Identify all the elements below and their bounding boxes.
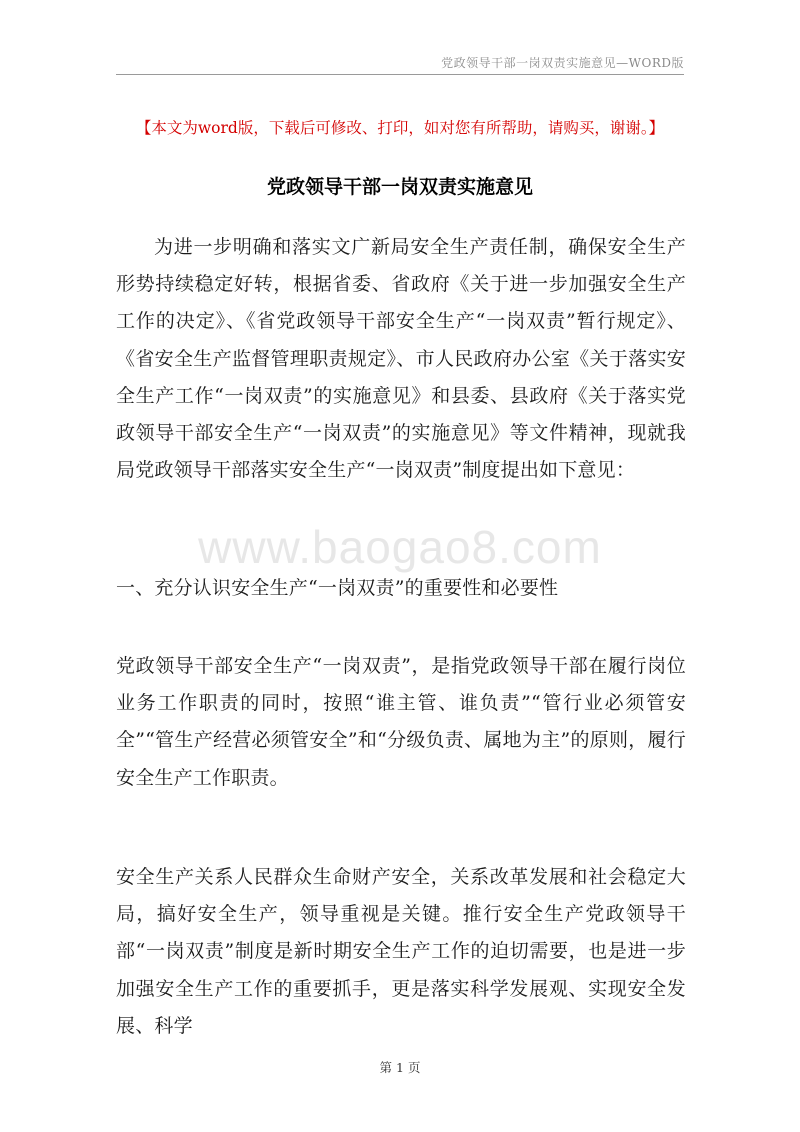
header-rule bbox=[116, 74, 684, 75]
download-notice: 【本文为word版，下载后可修改、打印，如对您有所帮助，请购买，谢谢。】 bbox=[135, 119, 665, 137]
watermark: www.baogao8.com bbox=[198, 521, 602, 573]
body-paragraph: 安全生产关系人民群众生命财产安全，关系改革发展和社会稳定大局，搞好安全生产，领导重视是关键。推行安全生产党政领导干部“一岗双责”制度是新时期安全生产工作的迫切需要，也是进一步加强安全生产工作的重要抓手，更是落实科学发展观、实现安全发展、科学 bbox=[116, 866, 686, 1037]
body-paragraph: 党政领导干部安全生产“一岗双责”，是指党政领导干部在履行岗位业务工作职责的同时，按照“谁主管、谁负责”“管行业必须管安全”“管生产经营必须管安全”和“分级负责、属地为主”的原则，履行安全生产工作职责。 bbox=[116, 655, 686, 789]
intro-paragraph: 为进一步明确和落实文广新局安全生产责任制，确保安全生产形势持续稳定好转，根据省委、省政府《关于进一步加强安全生产工作的决定》、《省党政领导干部安全生产“一岗双责”暂行规定》、《省安全生产监督管理职责规定》、市人民政府办公室《关于落实安全生产工作“一岗双责”的实施意见》和县委、县政府《关于落实党政领导干部安全生产“一岗双责”的实施意见》等文件精神，现就我局党政领导干部落实安全生产“一岗双责”制度提出如下意见： bbox=[116, 236, 686, 482]
running-header: 党政领导干部一岗双责实施意见—WORD版 bbox=[441, 56, 684, 70]
document-title: 党政领导干部一岗双责实施意见 bbox=[266, 176, 533, 198]
page-number: 第 1 页 bbox=[379, 1060, 421, 1075]
section-heading: 一、充分认识安全生产“一岗双责”的重要性和必要性 bbox=[116, 577, 559, 599]
